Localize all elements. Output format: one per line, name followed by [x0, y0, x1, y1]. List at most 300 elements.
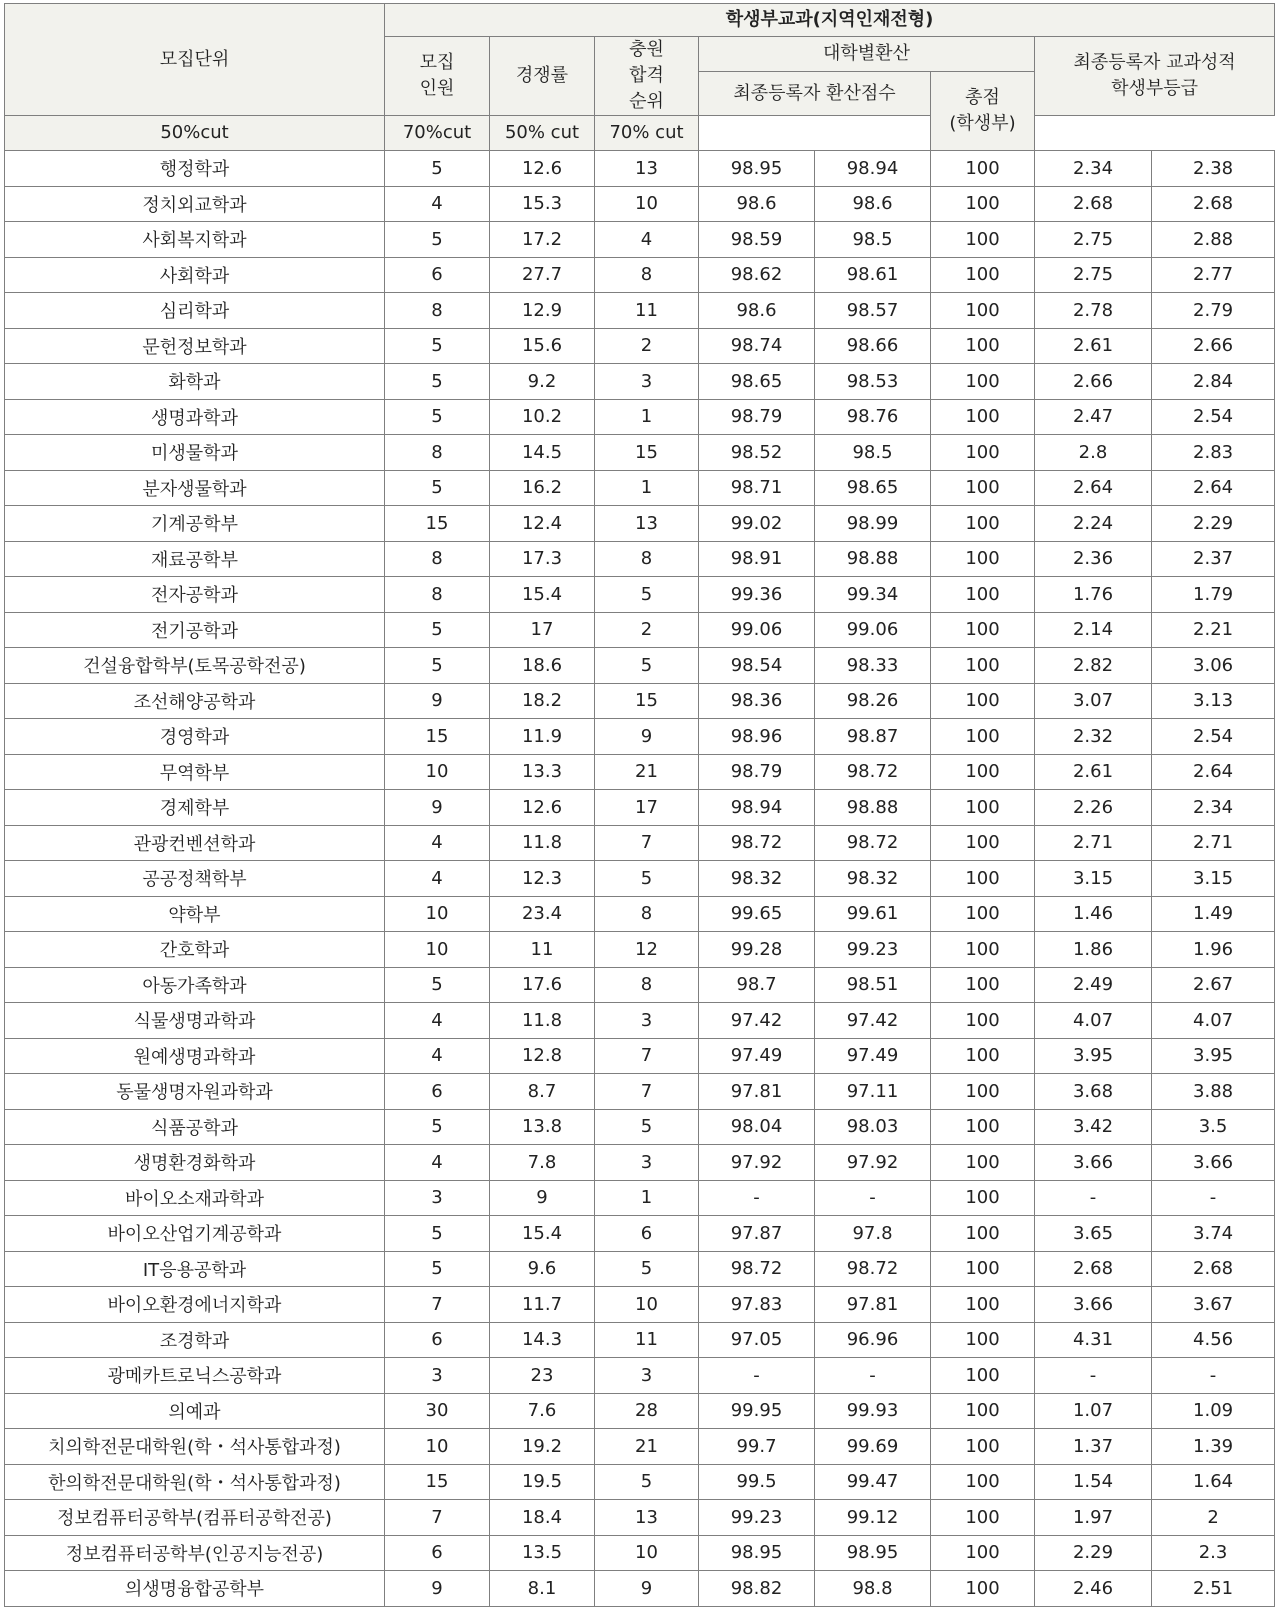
rank-cell: 4 — [595, 222, 699, 258]
ratio-cell: 15.4 — [490, 577, 595, 613]
table-row — [5, 683, 1275, 719]
rank-cell: 11 — [595, 1322, 699, 1358]
unit-cell: 바이오환경에너지학과 — [5, 1287, 385, 1323]
grade50-cell: 2.47 — [1035, 399, 1152, 435]
unit-cell: 의예과 — [5, 1393, 385, 1429]
conv70-cell: 98.95 — [815, 1535, 931, 1571]
total-cell: 100 — [931, 1535, 1035, 1571]
conv50-cell: - — [699, 1180, 815, 1216]
conv50-cell: 98.95 — [699, 151, 815, 187]
unit-cell: 재료공학부 — [5, 541, 385, 577]
table-row — [5, 861, 1275, 897]
table-row — [5, 328, 1275, 364]
ratio-cell: 13.3 — [490, 754, 595, 790]
table-row — [5, 648, 1275, 684]
grade50-cell: 2.61 — [1035, 754, 1152, 790]
rank-cell: 5 — [595, 1251, 699, 1287]
ratio-cell: 12.3 — [490, 861, 595, 897]
grade70-cell: 4.56 — [1152, 1322, 1275, 1358]
conv70-cell: - — [815, 1358, 931, 1394]
conv70-cell: 98.32 — [815, 861, 931, 897]
unit-cell: 행정학과 — [5, 151, 385, 187]
conv50-cell: 97.81 — [699, 1074, 815, 1110]
rank-cell: 10 — [595, 1535, 699, 1571]
conv70-cell: 98.94 — [815, 151, 931, 187]
conv70-cell: 96.96 — [815, 1322, 931, 1358]
rank-cell: 9 — [595, 719, 699, 755]
table-row — [5, 257, 1275, 293]
conv70-cell: 98.61 — [815, 257, 931, 293]
header-conversion: 대학별환산 — [699, 37, 1035, 72]
grade70-cell: 3.06 — [1152, 648, 1275, 684]
conv70-cell: 97.42 — [815, 1003, 931, 1039]
unit-cell: 문헌정보학과 — [5, 328, 385, 364]
quota-cell: 3 — [385, 1180, 490, 1216]
grade50-cell: 2.34 — [1035, 151, 1152, 187]
grade70-cell: 2.51 — [1152, 1571, 1275, 1607]
ratio-cell: 11.7 — [490, 1287, 595, 1323]
ratio-cell: 17.2 — [490, 222, 595, 258]
table-row — [5, 293, 1275, 329]
table-row — [5, 1287, 1275, 1323]
grade50-cell: 1.54 — [1035, 1464, 1152, 1500]
table-row — [5, 1358, 1275, 1394]
conv50-cell: 98.94 — [699, 790, 815, 826]
quota-cell: 4 — [385, 861, 490, 897]
conv50-cell: 98.79 — [699, 754, 815, 790]
grade50-cell: 2.46 — [1035, 1571, 1152, 1607]
grade70-cell: 2.68 — [1152, 186, 1275, 222]
quota-cell: 5 — [385, 364, 490, 400]
conv70-cell: 99.47 — [815, 1464, 931, 1500]
conv70-cell: 98.53 — [815, 364, 931, 400]
unit-cell: 생명환경화학과 — [5, 1145, 385, 1181]
conv70-cell: 98.65 — [815, 470, 931, 506]
grade70-cell: 2.68 — [1152, 1251, 1275, 1287]
table-row — [5, 1216, 1275, 1252]
grade70-cell: - — [1152, 1180, 1275, 1216]
grade50-cell: 2.75 — [1035, 257, 1152, 293]
ratio-cell: 15.3 — [490, 186, 595, 222]
conv50-cell: 98.59 — [699, 222, 815, 258]
conv70-cell: 98.72 — [815, 754, 931, 790]
quota-cell: 4 — [385, 1038, 490, 1074]
grade70-cell: 3.13 — [1152, 683, 1275, 719]
ratio-cell: 9.2 — [490, 364, 595, 400]
conv70-cell: 98.88 — [815, 541, 931, 577]
quota-cell: 6 — [385, 1074, 490, 1110]
rank-cell: 2 — [595, 612, 699, 648]
ratio-cell: 11.9 — [490, 719, 595, 755]
conv70-cell: 97.8 — [815, 1216, 931, 1252]
conv70-cell: 98.88 — [815, 790, 931, 826]
grade50-cell: 2.49 — [1035, 967, 1152, 1003]
unit-cell: 경영학과 — [5, 719, 385, 755]
grade70-cell: 2.88 — [1152, 222, 1275, 258]
unit-cell: 심리학과 — [5, 293, 385, 329]
grade50-cell: 1.07 — [1035, 1393, 1152, 1429]
grade50-cell: 2.75 — [1035, 222, 1152, 258]
table-row — [5, 1429, 1275, 1465]
grade70-cell: 2.38 — [1152, 151, 1275, 187]
grade70-cell: 2.21 — [1152, 612, 1275, 648]
header-ratio: 경쟁률 — [490, 37, 595, 116]
quota-cell: 4 — [385, 1145, 490, 1181]
table-row — [5, 186, 1275, 222]
quota-cell: 10 — [385, 932, 490, 968]
grade50-cell: 4.07 — [1035, 1003, 1152, 1039]
table-row — [5, 151, 1275, 187]
header-grade-50: 50% cut — [490, 116, 595, 151]
conv70-cell: 97.11 — [815, 1074, 931, 1110]
conv50-cell: 98.36 — [699, 683, 815, 719]
grade70-cell: 2.79 — [1152, 293, 1275, 329]
table-row — [5, 435, 1275, 471]
table-row — [5, 577, 1275, 613]
grade70-cell: 1.96 — [1152, 932, 1275, 968]
table-row — [5, 470, 1275, 506]
ratio-cell: 12.6 — [490, 151, 595, 187]
table-row — [5, 1145, 1275, 1181]
unit-cell: 조선해양공학과 — [5, 683, 385, 719]
grade70-cell: 2.83 — [1152, 435, 1275, 471]
grade50-cell: 3.95 — [1035, 1038, 1152, 1074]
grade50-cell: 2.26 — [1035, 790, 1152, 826]
table-row — [5, 825, 1275, 861]
total-cell: 100 — [931, 186, 1035, 222]
quota-cell: 4 — [385, 825, 490, 861]
quota-cell: 7 — [385, 1500, 490, 1536]
quota-cell: 9 — [385, 1571, 490, 1607]
total-cell: 100 — [931, 435, 1035, 471]
quota-cell: 9 — [385, 683, 490, 719]
rank-cell: 3 — [595, 1145, 699, 1181]
rank-cell: 1 — [595, 470, 699, 506]
ratio-cell: 11 — [490, 932, 595, 968]
quota-cell: 30 — [385, 1393, 490, 1429]
conv50-cell: 98.52 — [699, 435, 815, 471]
table-row — [5, 754, 1275, 790]
grade70-cell: 1.64 — [1152, 1464, 1275, 1500]
rank-cell: 3 — [595, 364, 699, 400]
table-row — [5, 1500, 1275, 1536]
rank-cell: 10 — [595, 186, 699, 222]
conv50-cell: 99.7 — [699, 1429, 815, 1465]
rank-cell: 21 — [595, 754, 699, 790]
total-cell: 100 — [931, 293, 1035, 329]
conv50-cell: 98.82 — [699, 1571, 815, 1607]
conv50-cell: 97.05 — [699, 1322, 815, 1358]
table-row — [5, 1109, 1275, 1145]
header-grade-70: 70% cut — [595, 116, 699, 151]
total-cell: 100 — [931, 790, 1035, 826]
rank-cell: 8 — [595, 541, 699, 577]
header-rank: 충원 합격 순위 — [595, 37, 699, 116]
unit-cell: 바이오산업기계공학과 — [5, 1216, 385, 1252]
conv50-cell: 99.06 — [699, 612, 815, 648]
rank-cell: 3 — [595, 1358, 699, 1394]
total-cell: 100 — [931, 1251, 1035, 1287]
conv50-cell: 97.92 — [699, 1145, 815, 1181]
grade50-cell: 3.66 — [1035, 1287, 1152, 1323]
grade50-cell: 1.37 — [1035, 1429, 1152, 1465]
conv50-cell: 97.42 — [699, 1003, 815, 1039]
total-cell: 100 — [931, 1571, 1035, 1607]
table-row — [5, 1322, 1275, 1358]
ratio-cell: 9.6 — [490, 1251, 595, 1287]
table-body — [5, 151, 1275, 1607]
total-cell: 100 — [931, 719, 1035, 755]
rank-cell: 5 — [595, 1109, 699, 1145]
conv70-cell: 99.12 — [815, 1500, 931, 1536]
quota-cell: 10 — [385, 1429, 490, 1465]
grade70-cell: 3.74 — [1152, 1216, 1275, 1252]
unit-cell: 생명과학과 — [5, 399, 385, 435]
grade70-cell: 3.95 — [1152, 1038, 1275, 1074]
rank-cell: 9 — [595, 1571, 699, 1607]
conv50-cell: 98.72 — [699, 1251, 815, 1287]
table-row — [5, 541, 1275, 577]
rank-cell: 5 — [595, 861, 699, 897]
grade70-cell: 1.39 — [1152, 1429, 1275, 1465]
header-group: 학생부교과(지역인재전형) — [385, 4, 1275, 37]
table-row — [5, 790, 1275, 826]
total-cell: 100 — [931, 825, 1035, 861]
total-cell: 100 — [931, 364, 1035, 400]
grade50-cell: 2.82 — [1035, 648, 1152, 684]
grade50-cell: 2.68 — [1035, 186, 1152, 222]
conv50-cell: 99.95 — [699, 1393, 815, 1429]
grade50-cell: 1.86 — [1035, 932, 1152, 968]
rank-cell: 5 — [595, 648, 699, 684]
unit-cell: 관광컨벤션학과 — [5, 825, 385, 861]
unit-cell: IT응용공학과 — [5, 1251, 385, 1287]
conv50-cell: - — [699, 1358, 815, 1394]
total-cell: 100 — [931, 754, 1035, 790]
grade70-cell: 2.77 — [1152, 257, 1275, 293]
ratio-cell: 23.4 — [490, 896, 595, 932]
total-cell: 100 — [931, 1358, 1035, 1394]
table-header — [5, 4, 1275, 151]
grade70-cell: 2 — [1152, 1500, 1275, 1536]
grade70-cell: 1.09 — [1152, 1393, 1275, 1429]
unit-cell: 정치외교학과 — [5, 186, 385, 222]
conv70-cell: 99.34 — [815, 577, 931, 613]
rank-cell: 13 — [595, 1500, 699, 1536]
conv50-cell: 99.28 — [699, 932, 815, 968]
rank-cell: 5 — [595, 577, 699, 613]
grade50-cell: 1.46 — [1035, 896, 1152, 932]
conv50-cell: 98.96 — [699, 719, 815, 755]
rank-cell: 1 — [595, 399, 699, 435]
conv50-cell: 98.32 — [699, 861, 815, 897]
total-cell: 100 — [931, 1180, 1035, 1216]
conv70-cell: 99.93 — [815, 1393, 931, 1429]
total-cell: 100 — [931, 612, 1035, 648]
table-row — [5, 1251, 1275, 1287]
unit-cell: 기계공학부 — [5, 506, 385, 542]
ratio-cell: 17.6 — [490, 967, 595, 1003]
total-cell: 100 — [931, 896, 1035, 932]
table-row — [5, 967, 1275, 1003]
conv50-cell: 97.49 — [699, 1038, 815, 1074]
grade50-cell: 1.76 — [1035, 577, 1152, 613]
conv50-cell: 98.7 — [699, 967, 815, 1003]
ratio-cell: 19.5 — [490, 1464, 595, 1500]
grade50-cell: 3.68 — [1035, 1074, 1152, 1110]
unit-cell: 광메카트로닉스공학과 — [5, 1358, 385, 1394]
total-cell: 100 — [931, 1287, 1035, 1323]
ratio-cell: 18.6 — [490, 648, 595, 684]
ratio-cell: 9 — [490, 1180, 595, 1216]
conv50-cell: 98.6 — [699, 186, 815, 222]
grade50-cell: 2.78 — [1035, 293, 1152, 329]
unit-cell: 정보컴퓨터공학부(인공지능전공) — [5, 1535, 385, 1571]
rank-cell: 2 — [595, 328, 699, 364]
grade70-cell: 3.88 — [1152, 1074, 1275, 1110]
conv50-cell: 98.74 — [699, 328, 815, 364]
rank-cell: 13 — [595, 151, 699, 187]
total-cell: 100 — [931, 1393, 1035, 1429]
header-unit: 모집단위 — [5, 4, 385, 116]
ratio-cell: 10.2 — [490, 399, 595, 435]
grade70-cell: 3.66 — [1152, 1145, 1275, 1181]
grade50-cell: 2.29 — [1035, 1535, 1152, 1571]
total-cell: 100 — [931, 1003, 1035, 1039]
total-cell: 100 — [931, 470, 1035, 506]
ratio-cell: 19.2 — [490, 1429, 595, 1465]
quota-cell: 5 — [385, 967, 490, 1003]
quota-cell: 5 — [385, 1109, 490, 1145]
conv50-cell: 99.02 — [699, 506, 815, 542]
ratio-cell: 8.7 — [490, 1074, 595, 1110]
conv50-cell: 98.79 — [699, 399, 815, 435]
quota-cell: 3 — [385, 1358, 490, 1394]
ratio-cell: 17.3 — [490, 541, 595, 577]
conv50-cell: 98.71 — [699, 470, 815, 506]
rank-cell: 3 — [595, 1003, 699, 1039]
ratio-cell: 17 — [490, 612, 595, 648]
grade70-cell: 2.66 — [1152, 328, 1275, 364]
rank-cell: 8 — [595, 896, 699, 932]
conv70-cell: - — [815, 1180, 931, 1216]
total-cell: 100 — [931, 1109, 1035, 1145]
unit-cell: 분자생물학과 — [5, 470, 385, 506]
grade70-cell: 2.54 — [1152, 399, 1275, 435]
rank-cell: 10 — [595, 1287, 699, 1323]
conv50-cell: 97.83 — [699, 1287, 815, 1323]
grade50-cell: 2.32 — [1035, 719, 1152, 755]
ratio-cell: 18.4 — [490, 1500, 595, 1536]
quota-cell: 7 — [385, 1287, 490, 1323]
total-cell: 100 — [931, 1322, 1035, 1358]
conv50-cell: 98.72 — [699, 825, 815, 861]
rank-cell: 7 — [595, 1038, 699, 1074]
grade70-cell: 2.37 — [1152, 541, 1275, 577]
conv70-cell: 98.72 — [815, 825, 931, 861]
table-row — [5, 506, 1275, 542]
conv50-cell: 99.23 — [699, 1500, 815, 1536]
quota-cell: 4 — [385, 1003, 490, 1039]
quota-cell: 5 — [385, 648, 490, 684]
ratio-cell: 13.8 — [490, 1109, 595, 1145]
total-cell: 100 — [931, 1429, 1035, 1465]
grade50-cell: 2.14 — [1035, 612, 1152, 648]
table-row — [5, 222, 1275, 258]
conv70-cell: 98.99 — [815, 506, 931, 542]
unit-cell: 전자공학과 — [5, 577, 385, 613]
unit-cell: 공공정책학부 — [5, 861, 385, 897]
grade70-cell: 2.84 — [1152, 364, 1275, 400]
ratio-cell: 11.8 — [490, 825, 595, 861]
conv50-cell: 99.5 — [699, 1464, 815, 1500]
ratio-cell: 12.8 — [490, 1038, 595, 1074]
quota-cell: 5 — [385, 470, 490, 506]
total-cell: 100 — [931, 932, 1035, 968]
conv50-cell: 98.62 — [699, 257, 815, 293]
quota-cell: 6 — [385, 1322, 490, 1358]
conv70-cell: 98.51 — [815, 967, 931, 1003]
conv70-cell: 98.66 — [815, 328, 931, 364]
conv70-cell: 99.23 — [815, 932, 931, 968]
ratio-cell: 18.2 — [490, 683, 595, 719]
quota-cell: 5 — [385, 1216, 490, 1252]
grade50-cell: 3.07 — [1035, 683, 1152, 719]
unit-cell: 경제학부 — [5, 790, 385, 826]
conv70-cell: 99.69 — [815, 1429, 931, 1465]
conv50-cell: 99.65 — [699, 896, 815, 932]
table-row — [5, 1038, 1275, 1074]
conv50-cell: 98.6 — [699, 293, 815, 329]
total-cell: 100 — [931, 683, 1035, 719]
rank-cell: 1 — [595, 1180, 699, 1216]
table-row — [5, 399, 1275, 435]
quota-cell: 6 — [385, 257, 490, 293]
rank-cell: 7 — [595, 1074, 699, 1110]
ratio-cell: 13.5 — [490, 1535, 595, 1571]
grade70-cell: 3.5 — [1152, 1109, 1275, 1145]
table-row — [5, 1535, 1275, 1571]
grade50-cell: 1.97 — [1035, 1500, 1152, 1536]
ratio-cell: 7.8 — [490, 1145, 595, 1181]
total-cell: 100 — [931, 257, 1035, 293]
grade50-cell: 2.8 — [1035, 435, 1152, 471]
conv70-cell: 98.03 — [815, 1109, 931, 1145]
total-cell: 100 — [931, 1074, 1035, 1110]
grade50-cell: 2.64 — [1035, 470, 1152, 506]
grade70-cell: 2.34 — [1152, 790, 1275, 826]
rank-cell: 12 — [595, 932, 699, 968]
unit-cell: 한의학전문대학원(학・석사통합과정) — [5, 1464, 385, 1500]
quota-cell: 5 — [385, 151, 490, 187]
unit-cell: 건설융합학부(토목공학전공) — [5, 648, 385, 684]
quota-cell: 15 — [385, 719, 490, 755]
conv70-cell: 99.61 — [815, 896, 931, 932]
conv70-cell: 97.81 — [815, 1287, 931, 1323]
rank-cell: 5 — [595, 1464, 699, 1500]
grade50-cell: 3.15 — [1035, 861, 1152, 897]
total-cell: 100 — [931, 861, 1035, 897]
ratio-cell: 27.7 — [490, 257, 595, 293]
table-row — [5, 932, 1275, 968]
grade70-cell: 1.79 — [1152, 577, 1275, 613]
ratio-cell: 15.4 — [490, 1216, 595, 1252]
unit-cell: 화학과 — [5, 364, 385, 400]
unit-cell: 아동가족학과 — [5, 967, 385, 1003]
quota-cell: 15 — [385, 1464, 490, 1500]
quota-cell: 8 — [385, 577, 490, 613]
admissions-table-container — [4, 3, 1274, 1607]
